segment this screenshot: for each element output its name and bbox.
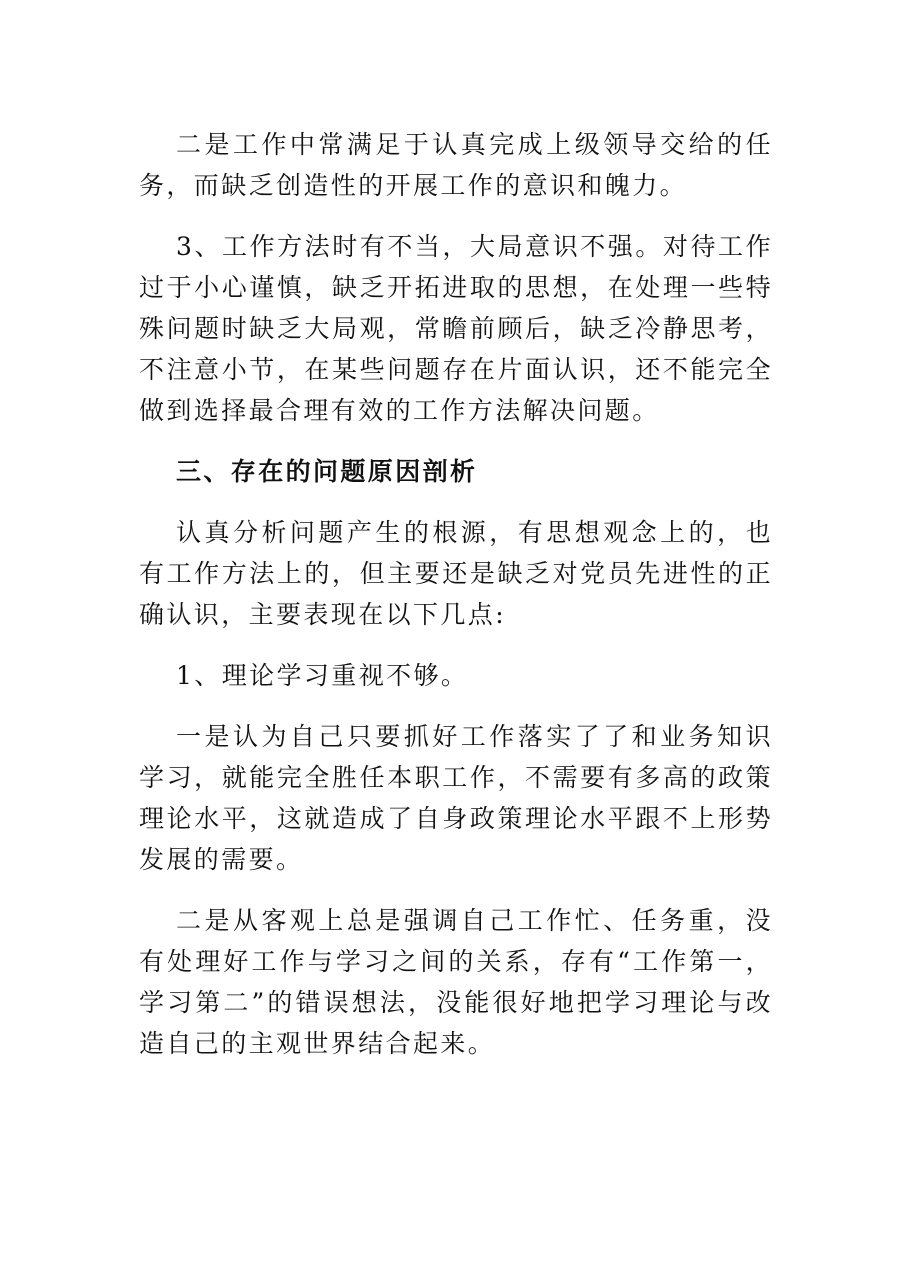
paragraph-2: 3、工作方法时有不当，大局意识不强。对待工作过于小心谨慎，缺乏开拓进取的思想，在处理一些特殊问题时缺乏大局观，常瞻前顾后，缺乏冷静思考，不注意小节，在某些问题存在片面认识，还不能完全做到选择最合理有效的工作方法解决问题。 (139, 232, 773, 425)
document-body (139, 124, 773, 1084)
paragraph-3: 认真分析问题产生的根源，有思想观念上的，也有工作方法上的，但主要还是缺乏对党员先进性的正确认识，主要表现在以下几点: (139, 518, 773, 629)
paragraph-6: 二是从客观上总是强调自己工作忙、任务重，没有处理好工作与学习之间的关系，存有“工作第一，学习第二”的错误想法，没能很好地把学习理论与改造自己的主观世界结合起来。 (139, 906, 773, 1058)
paragraph-4: 1、理论学习重视不够。 (176, 661, 469, 690)
section-heading: 三、存在的问题原因剖析 (176, 457, 478, 486)
paragraph-5: 一是认为自己只要抓好工作落实了了和业务知识学习，就能完全胜任本职工作，不需要有多高的政策理论水平，这就造成了自身政策理论水平跟不上形势发展的需要。 (139, 722, 773, 874)
paragraph-1: 二是工作中常满足于认真完成上级领导交给的任务，而缺乏创造性的开展工作的意识和魄力。 (139, 130, 773, 200)
